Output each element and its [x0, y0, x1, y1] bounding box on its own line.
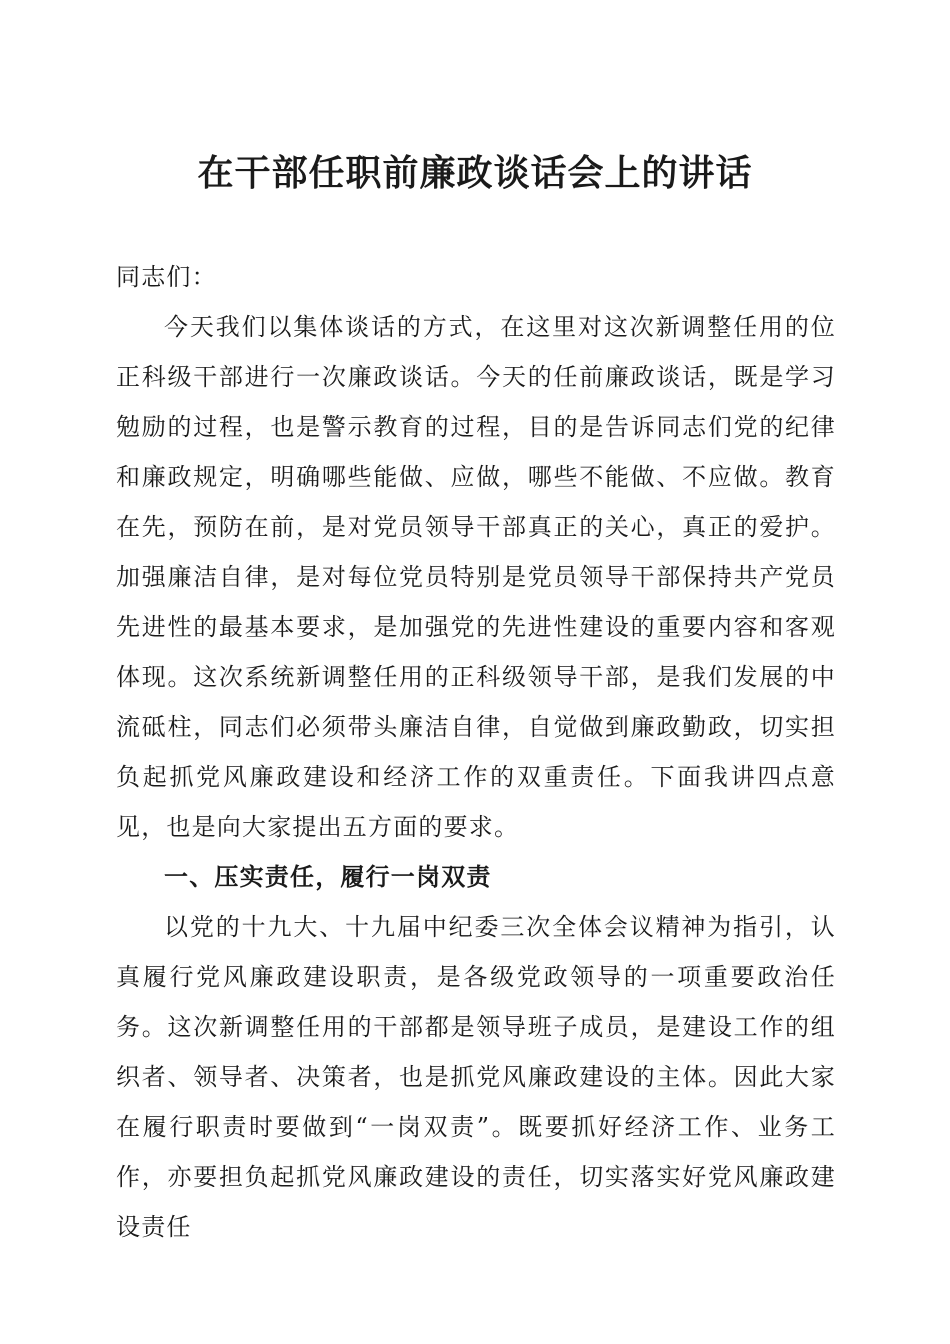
paragraph-intro: 今天我们以集体谈话的方式，在这里对这次新调整任用的位正科级干部进行一次廉政谈话。今天的任前廉政谈话，既是学习勉励的过程，也是警示教育的过程，目的是告诉同志们党的纪律和廉政规定，明确哪些能做、应做，哪些不能做、不应做。教育在先，预防在前，是对党员领导干部真正的关心，真正的爱护。加强廉洁自律，是对每位党员特别是党员领导干部保持共产党员先进性的最基本要求，是加强党的先进性建设的重要内容和客观体现。这次系统新调整任用的正科级领导干部，是我们发展的中流砥柱，同志们必须带头廉洁自律，自觉做到廉政勤政，切实担负起抓党风廉政建设和经济工作的双重责任。下面我讲四点意见，也是向大家提出五方面的要求。: [116, 313, 836, 841]
document-title: 在干部任职前廉政谈话会上的讲话: [197, 153, 753, 194]
document-body: [116, 252, 836, 1252]
salutation: 同志们：: [116, 263, 217, 291]
paragraph-section-1: 以党的十九大、十九届中纪委三次全体会议精神为指引，认真履行党风廉政建设职责，是各级党政领导的一项重要政治任务。这次新调整任用的干部都是领导班子成员，是建设工作的组织者、领导者、决策者，也是抓党风廉政建设的主体。因此大家在履行职责时要做到“一岗双责”。既要抓好经济工作、业务工作，亦要担负起抓党风廉政建设的责任，切实落实好党风廉政建设责任: [116, 913, 836, 1241]
section-heading-1: 一、压实责任，履行一岗双责: [164, 863, 492, 891]
